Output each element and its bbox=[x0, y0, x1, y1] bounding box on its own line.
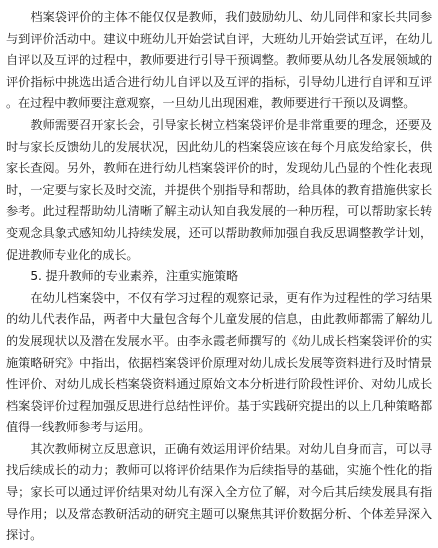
document-body bbox=[6, 7, 432, 547]
paragraph-1: 档案袋评价的主体不能仅仅是教师，我们鼓励幼儿、幼儿同伴和家长共同参与到评价活动中。建议中班幼儿开始尝试自评，大班幼儿开始尝试互评，在幼儿自评以及互评的过程中，教师要进行引导干预调整。教师要从幼儿各发展领域的评价指标中挑选出适合进行幼儿自评以及互评的指标，引导幼儿进行自评和互评。在过程中教师要注意观察，一旦幼儿出现困难，教师要进行干预以及调整。 bbox=[6, 10, 432, 111]
paragraph-4: 其次教师树立反思意识，正确有效运用评价结果。对幼儿自身而言，可以寻找后续成长的动力；教师可以将评价结果作为后续指导的基础，实施个性化的指导；家长可以通过评价结果对幼儿有深入全方位了解，对今后其后续发展具有指导作用；以及常态教研活动的研究主题可以聚焦其评价数据分析、个体差异深入探讨。 bbox=[6, 441, 432, 543]
paragraph-2: 教师需要召开家长会，引导家长树立档案袋评价是非常重要的理念，还要及时与家长反馈幼儿的发展状况，因此幼儿的档案袋应该在每个月底发给家长，供家长查阅。另外，教师在进行幼儿档案袋评价的时，发现幼儿凸显的个性化表现时，一定要与家长及时交流，并提供个别指导和帮助，给具体的教育措施供家长参考。此过程帮助幼儿清晰了解主动认知自我发展的一种历程，可以帮助家长转变观念具象式感知幼儿持续发展，还可以帮助教师加强自我反思调整教学计划，促进教师专业化的成长。 bbox=[6, 117, 432, 262]
section-heading: 5. 提升教师的专业素养，注重实施策略 bbox=[30, 269, 239, 284]
paragraph-3: 在幼儿档案袋中，不仅有学习过程的观察记录，更有作为过程性的学习结果的幼儿代表作品，两者中大量包含每个儿童发展的信息，由此教师都需了解幼儿的发展现状以及潜在发展水平。由李永霞老师撰写的《幼儿成长档案袋评价的实施策略研究》中指出，依据档案袋评价原理对幼儿成长发展等资料进行及时情景性评价、对幼儿成长档案袋资料通过原始文本分析进行阶段性评价、对幼儿成长档案袋评价过程加强反思进行总结性评价。基于实践研究提出的以上几种策略都值得一线教师参考与运用。 bbox=[6, 290, 432, 435]
